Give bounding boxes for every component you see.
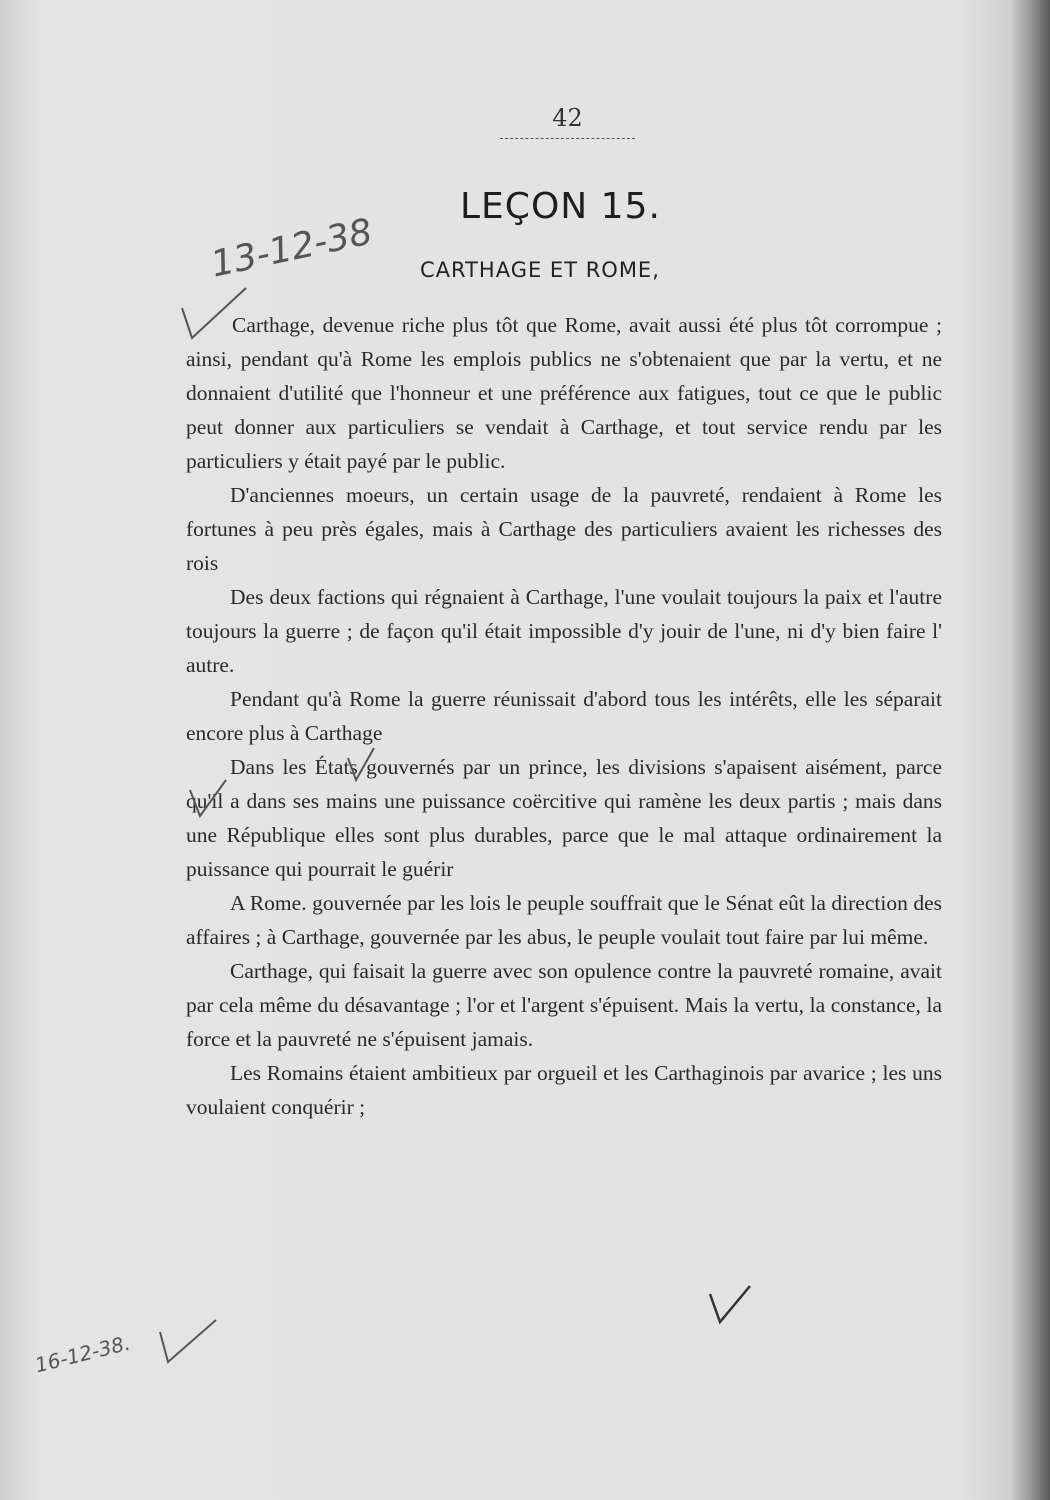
handwritten-date-top: 13-12-38	[207, 211, 376, 286]
check-mark-icon	[706, 1282, 754, 1326]
paragraph: Carthage, devenue riche plus tôt que Rome, avait aussi été plus tôt corrompue ; ainsi, pendant qu'à Rome les emplois publics ne s'obtenaient que par la vertu, et ne donnaient d'utilité que l'honneur et une préférence aux fatigues, tout ce que le public peut donner aux particuliers se vendait à Carthage, et tout service rendu par les particuliers y était payé par le public.	[186, 313, 942, 473]
paragraph: D'anciennes moeurs, un certain usage de la pauvreté, rendaient à Rome les fortunes à peu près égales, mais à Carthage des particuliers avaient les richesses des rois	[186, 483, 942, 575]
check-mark-icon	[186, 776, 230, 820]
paragraph: Les Romains étaient ambitieux par orgueil et les Carthaginois par avarice ; les uns voulaient conquérir ;	[186, 1061, 942, 1119]
check-mark-icon	[342, 744, 378, 784]
paragraph: Dans les États gouvernés par un prince, les divisions s'apaisent aisément, parce qu'il a dans ses mains une puissance coërcitive qui ramène les deux partis ; mais dans une République elles sont plus durables, parce que le mal attaque ordinairement la puissance qui pourrait le guérir	[186, 755, 942, 881]
lesson-title: LEÇON 15.	[460, 186, 661, 227]
paragraph: Des deux factions qui régnaient à Carthage, l'une voulait toujours la paix et l'autre toujours la guerre ; de façon qu'il était impossible d'y jouir de l'une, ni d'y bien faire l' autre.	[186, 585, 942, 677]
page-number: 42	[500, 104, 635, 139]
lesson-body	[186, 308, 942, 1124]
check-mark-icon	[156, 1316, 220, 1366]
paragraph: Pendant qu'à Rome la guerre réunissait d'abord tous les intérêts, elle les séparait encore plus à Carthage	[186, 687, 942, 745]
paragraph: Carthage, qui faisait la guerre avec son opulence contre la pauvreté romaine, avait par cela même du désavantage ; l'or et l'argent s'épuisent. Mais la vertu, la constance, la force et la pauvreté ne s'épuisent jamais.	[186, 959, 942, 1051]
handwritten-date-bottom: 16-12-38.	[32, 1330, 133, 1378]
paragraph: A Rome. gouvernée par les lois le peuple souffrait que le Sénat eût la direction des affaires ; à Carthage, gouvernée par les abus, le peuple voulait tout faire par lui même.	[186, 891, 942, 949]
lesson-subtitle: CARTHAGE ET ROME,	[420, 258, 660, 282]
